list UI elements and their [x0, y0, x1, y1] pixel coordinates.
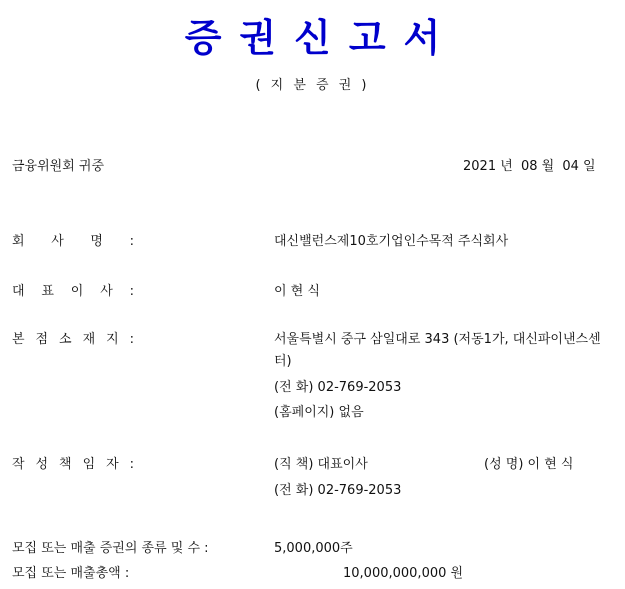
date-day-unit: 일 [583, 159, 596, 174]
date-month-unit: 월 [541, 159, 555, 174]
head-office-homepage [274, 404, 364, 422]
preparer-phone [274, 482, 401, 500]
preparer-title-label: (직 책) [274, 457, 314, 472]
offering-kind-label: 모집 또는 매출 증권의 종류 및 수 : [12, 541, 209, 556]
head-office-phone-label: (전 화) [274, 380, 314, 395]
ceo-label: 대 표 이 사 : [12, 284, 134, 299]
filing-date [463, 158, 596, 176]
offering-total-value: 10,000,000,000 [343, 566, 447, 581]
date-day: 04 [562, 159, 579, 174]
date-year: 2021 [463, 159, 497, 174]
head-office-label: 본 점 소 재 지 : [12, 332, 134, 347]
offering-total-unit: 원 [450, 566, 464, 581]
document-subtitle: ( 지 분 증 권 ) [255, 78, 370, 93]
preparer-name-label: (성 명) [484, 457, 524, 472]
date-year-unit: 년 [500, 159, 513, 174]
document-title: 증권신고서 [184, 15, 459, 60]
preparer-phone-label: (전 화) [274, 483, 314, 498]
offering-kind-value: 5,000,000주 [274, 541, 353, 556]
offering-total [343, 565, 463, 583]
head-office-address: 서울특별시 중구 삼일대로 343 (저동1가, 대신파이낸스센터) [274, 332, 601, 369]
preparer-name [484, 456, 574, 474]
preparer-label: 작 성 책 임 자 : [12, 457, 134, 472]
offering-total-label: 모집 또는 매출총액 : [12, 566, 130, 581]
ceo-name: 이 현 식 [274, 284, 320, 299]
preparer-title [274, 456, 368, 474]
preparer-name-value: 이 현 식 [527, 457, 574, 472]
preparer-phone-number: 02-769-2053 [317, 483, 402, 498]
date-month: 08 [520, 159, 538, 174]
recipient: 금융위원회 귀중 [12, 159, 105, 174]
company-label: 회 사 명 : [12, 234, 134, 249]
head-office-phone-number: 02-769-2053 [317, 380, 402, 395]
preparer-title-value: 대표이사 [317, 457, 368, 472]
homepage-label: (홈페이지) [274, 405, 335, 420]
head-office-phone [274, 379, 401, 397]
homepage-value: 없음 [338, 405, 364, 420]
company-name: 대신밸런스제10호기업인수목적 주식회사 [274, 234, 509, 249]
